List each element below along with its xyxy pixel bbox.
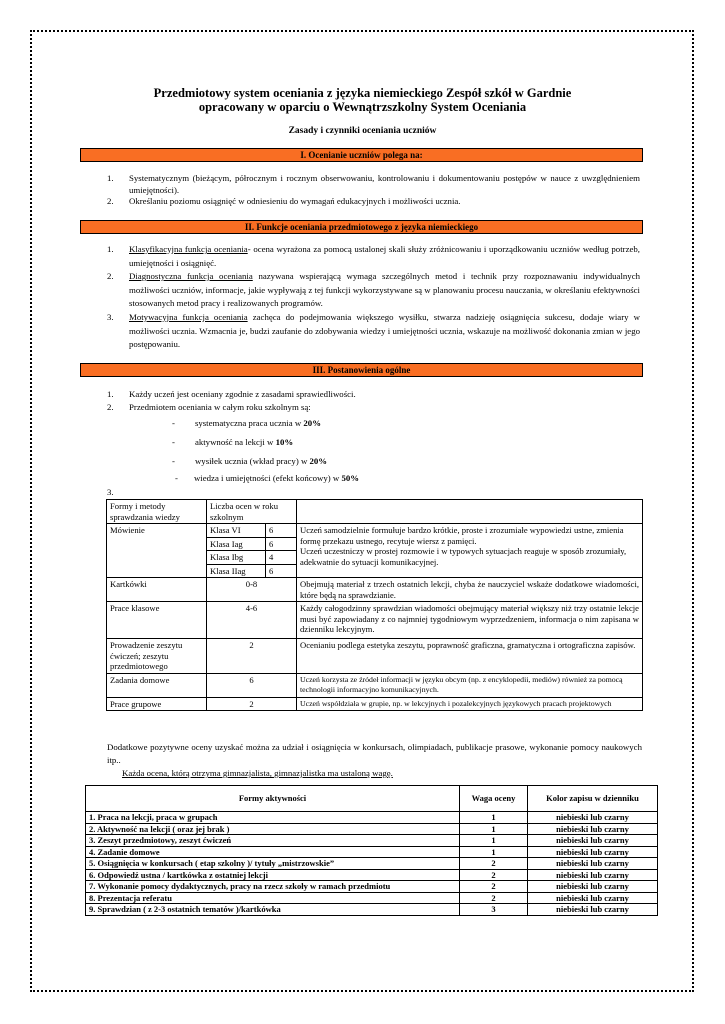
- sec1-item-1: 1. Systematycznym (bieżącym, półrocznym i rocznym obserwowaniu, kontrolowaniu i dokumentowaniu postępów w nauce z uwzględnieniem umiejętności).: [107, 173, 640, 195]
- activity-weights-table: [85, 785, 658, 916]
- table-row: 4. Zadanie domowe 1 niebieski lub czarny: [86, 846, 658, 858]
- sec3-item-2: 2. Przedmiotem oceniania w całym roku szkolnym są:: [107, 402, 311, 412]
- table-row: 5. Osiągnięcia w konkursach ( etap szkolny )/ tytuły „mistrzowskie” 2 niebieski lub czarny: [86, 858, 658, 870]
- header-forms-activity: Formy aktywności: [86, 786, 460, 812]
- section-1-heading: I. Ocenianie uczniów polega na:: [80, 148, 643, 162]
- table-row: 6. Odpowiedź ustna / kartkówka z ostatniej lekcji 2 niebieski lub czarny: [86, 869, 658, 881]
- header-weight: Waga oceny: [460, 786, 528, 812]
- weight-2: - aktywność na lekcji w 10%: [172, 437, 294, 447]
- class-counts: Klasa VI 6 Klasa Iag 6 Klasa Ibg 4 Klasa IIag 6: [207, 524, 296, 577]
- sec2-item-3: 3. Motywacyjna funkcja oceniania zachęca do podejmowania większego wysiłku, stwarza nadzieję osiągnięcia sukcesu, dodaje wiary w możliwości ucznia. Wzmacnia je, budzi zaufanie do zdobywania wiedzy i umiejętności ucznia, wskazuje na możliwość dokonania zmian w jego postępowaniu.: [107, 312, 640, 349]
- document-subtitle: Zasady i czynniki oceniania uczniów: [288, 126, 437, 136]
- weight-note: Każda ocena, którą otrzyma gimnazjalista, gimnazjalistka ma ustaloną wagę.: [122, 768, 393, 778]
- section-3-heading: III. Postanowienia ogólne: [80, 363, 643, 377]
- table-row: 7. Wykonanie pomocy dydaktycznych, pracy na rzecz szkoły w ramach przedmiotu 2 niebieski lub czarny: [86, 881, 658, 893]
- table-row: Zadania domowe 6 Uczeń korzysta ze źródeł informacji w języku obcym (np. z encyklopedii, mediów) również za pomocą technologii informacyjno komunikacyjnych.: [107, 673, 643, 697]
- table-row: 9. Sprawdzian ( z 2-3 ostatnich tematów )/kartkówka 3 niebieski lub czarny: [86, 904, 658, 916]
- sec3-item-3: 3.: [107, 487, 114, 497]
- sec3-item-1: 1. Każdy uczeń jest oceniany zgodnie z zasadami sprawiedliwości.: [107, 389, 356, 399]
- assessment-forms-table: [106, 499, 643, 711]
- table-row: Prace grupowe 2 Uczeń współdziała w grupie, np. w lekcyjnych i pozalekcyjnych językowych pracach projektowych: [107, 697, 643, 711]
- table-row: 8. Prezentacja referatu 2 niebieski lub czarny: [86, 892, 658, 904]
- header-count: Liczba ocen w roku szkolnym: [207, 500, 297, 524]
- table-header-row: [107, 500, 643, 524]
- weight-1: - systematyczna praca ucznia w 20%: [172, 418, 321, 428]
- table-row: 1. Praca na lekcji, praca w grupach 1 niebieski lub czarny: [86, 812, 658, 824]
- section-2-heading: II. Funkcje oceniania przedmiotowego z języka niemieckiego: [80, 220, 643, 234]
- weight-4: - wiedza i umiejętności (efekt końcowy) w 50%: [175, 473, 360, 483]
- extra-paragraph: Dodatkowe pozytywne oceny uzyskać można za udział i osiągnięcia w konkursach, olimpiadach, publikacje prasowe, wykonanie pomocy naukowych itp..: [107, 742, 642, 765]
- weight-3: - wysiłek ucznia (wkład pracy) w 20%: [172, 456, 328, 466]
- table-row: Prowadzenie zeszytu ćwiczeń; zeszytu przedmiotowego 2 Ocenianiu podlega estetyka zeszytu, poprawność graficzna, gramatyczna i ortograficzna zapisów.: [107, 639, 643, 674]
- table-row: 2. Aktywność na lekcji ( oraz jej brak ) 1 niebieski lub czarny: [86, 823, 658, 835]
- table-row: Mówienie Klasa VI 6 Klasa Iag 6 Klasa Ibg 4 Klasa IIag 6 Uczeń samodzielnie formułuje bardzo krótkie, proste i zrozumiałe wypowiedzi ustne, zmienia formę przekazu ustnego, recytuje wiersz z pamięci. Uczeń uczestniczy w prostej rozmowie i w typowych sytuacjach reaguje w sposób zrozumiały, adekwatnie do sytuacji komunikacyjnej.: [107, 524, 643, 578]
- header-color: Kolor zapisu w dzienniku: [528, 786, 658, 812]
- table-row: 3. Zeszyt przedmiotowy, zeszyt ćwiczeń 1 niebieski lub czarny: [86, 835, 658, 847]
- sec1-item-2: 2. Określaniu poziomu osiągnięć w odniesieniu do wymagań edukacyjnych i możliwości ucznia.: [107, 196, 461, 206]
- table-row: Prace klasowe 4-6 Każdy całogodzinny sprawdzian wiadomości obejmujący materiał większy niż trzy ostatnie lekcje musi być zapowiadany z co najmniej tygodniowym wyprzedzeniem, informacja o nim zapisana w dzienniku lekcyjnym.: [107, 602, 643, 639]
- sec2-item-1: 1. Klasyfikacyjna funkcja oceniania- ocena wyrażona za pomocą ustalonej skali służy zróżnicowaniu i uporządkowaniu uczniów według potrzeb, umiejętności i osiągnięć.: [107, 244, 640, 268]
- header-forms: Formy i metody sprawdzania wiedzy: [107, 500, 207, 524]
- table-row: Kartkówki 0-8 Obejmują materiał z trzech ostatnich lekcji, chyba że nauczyciel wskaże dodatkowe wiadomości, które będą na sprawdzianie.: [107, 578, 643, 602]
- document-title: Przedmiotowy system oceniania z języka niemieckiego Zespół szkół w Gardnie opracowany w oparciu o Wewnątrzszkolny System Oceniania: [153, 86, 572, 114]
- sec2-item-2: 2. Diagnostyczna funkcja oceniania nazywana wspierającą wymaga szczególnych metod i technik przy rozpoznawaniu indywidualnych możliwości uczniów, informacje, jakie wypływają z tej funkcji wykorzystywane są w planowaniu procesu nauczania, w określaniu efektywności stosowanych metod pracy i realizowanych programów.: [107, 271, 640, 308]
- table-header-row: [86, 786, 658, 812]
